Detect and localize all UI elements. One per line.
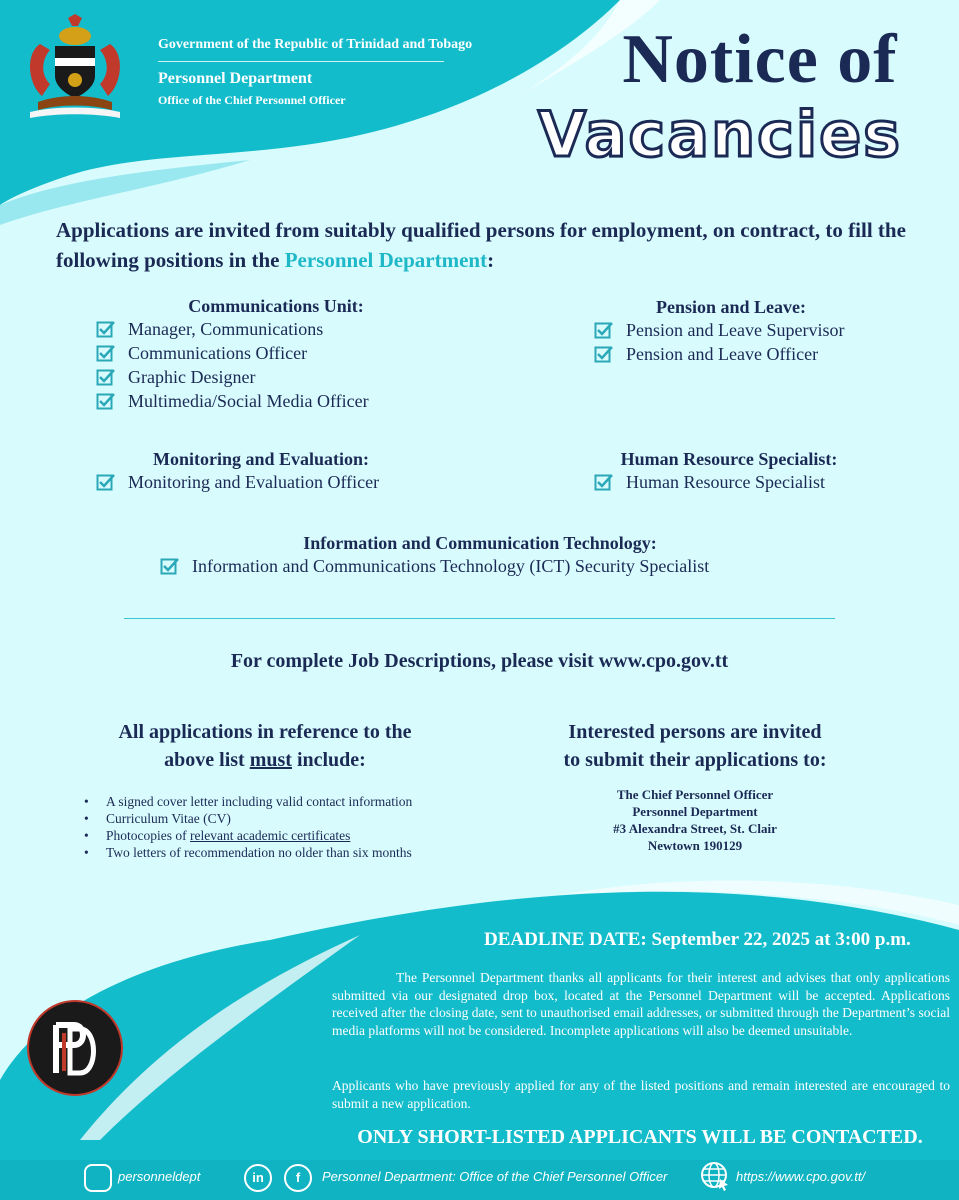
heading-emphasis: must — [249, 749, 292, 771]
facebook-page-name[interactable]: Personnel Department: Office of the Chief Personnel Officer — [322, 1169, 668, 1184]
list-item — [594, 470, 864, 494]
government-line: Government of the Republic of Trinidad and Tobago — [158, 37, 473, 52]
requirements-heading-line2 — [70, 746, 460, 774]
instagram-icon[interactable] — [84, 1164, 112, 1192]
website-link[interactable]: https://www.cpo.gov.tt/ — [736, 1169, 866, 1184]
intro-colon: : — [487, 248, 495, 272]
list-item: • Two letters of recommendation no older than six months — [84, 844, 412, 861]
requirements-heading — [70, 718, 460, 774]
intro-text: Applications are invited from suitably qualified persons for employment, on contract, to fill the following positions in the — [56, 218, 906, 272]
globe-icon[interactable] — [700, 1161, 730, 1191]
disclaimer-paragraph: The Personnel Department thanks all applicants for their interest and advises that only applications submitted via our designated drop box, located at the Personnel Department will be accepted. Applications received after the closing date, sent to unauthorised email addresses, or submitted through the Department’s social media platforms will not be considered. Incomplete applications will also be deemed unsuitable. — [332, 970, 950, 1038]
heading-pre: above list — [164, 749, 250, 771]
title-vacancies: Vacancies — [537, 98, 903, 171]
checkbox-icon — [594, 320, 614, 340]
group-title: Human Resource Specialist: — [620, 449, 838, 469]
group-monitoring-evaluation — [96, 449, 426, 494]
checkbox-icon — [594, 344, 614, 364]
checkbox-icon — [96, 319, 116, 339]
list-item — [96, 470, 426, 494]
requirements-list — [84, 793, 412, 861]
intro-paragraph — [56, 215, 926, 275]
list-item-label: Pension and Leave Officer — [626, 344, 819, 364]
list-item — [96, 365, 456, 389]
list-item — [594, 318, 894, 342]
group-communications — [96, 296, 456, 413]
coat-of-arms-emblem — [20, 14, 130, 122]
department-line: Personnel Department — [158, 70, 313, 87]
intro-highlight: Personnel Department — [284, 248, 488, 272]
group-title: Communications Unit: — [188, 296, 364, 316]
list-item-underlined: relevant academic certificates — [190, 828, 351, 843]
group-title: Information and Communication Technology: — [303, 533, 657, 553]
title-notice-of: Notice of — [622, 21, 898, 98]
pd-logo-icon — [26, 999, 124, 1097]
address-line: Newtown 190129 — [647, 838, 743, 853]
list-item — [96, 389, 456, 413]
checkbox-icon — [160, 556, 180, 576]
group-pension-leave — [594, 297, 894, 366]
group-ict — [160, 533, 800, 578]
checkbox-icon — [96, 343, 116, 363]
submit-heading-line2: to submit their applications to: — [563, 749, 827, 771]
submit-heading — [530, 718, 860, 774]
list-item-label: Manager, Communications — [128, 319, 324, 339]
deadline-date: DEADLINE DATE: September 22, 2025 at 3:00 p.m. — [484, 929, 911, 950]
shortlist-notice: ONLY SHORT-LISTED APPLICANTS WILL BE CONTACTED. — [357, 1126, 923, 1148]
checkbox-icon — [96, 391, 116, 411]
list-item — [96, 317, 456, 341]
requirements-heading-line1: All applications in reference to the — [118, 721, 412, 743]
list-item — [594, 342, 894, 366]
checkbox-icon — [594, 472, 614, 492]
list-item-label: Communications Officer — [128, 343, 308, 363]
address-line: #3 Alexandra Street, St. Clair — [613, 821, 777, 836]
heading-post: include: — [291, 749, 366, 771]
submit-heading-line1: Interested persons are invited — [568, 721, 822, 743]
group-title: Monitoring and Evaluation: — [152, 449, 370, 469]
list-item-label: Information and Communications Technology (ICT) Security Specialist — [192, 556, 710, 576]
address-line: The Chief Personnel Officer — [616, 787, 774, 802]
list-item: • A signed cover letter including valid contact information — [84, 793, 412, 810]
linkedin-icon[interactable]: in — [244, 1164, 272, 1192]
list-item — [160, 554, 800, 578]
job-descriptions-link-text: For complete Job Descriptions, please visit www.cpo.gov.tt — [230, 650, 729, 672]
list-item-label: Human Resource Specialist — [626, 472, 825, 492]
instagram-handle[interactable]: personneldept — [118, 1169, 201, 1184]
section-divider — [124, 618, 835, 619]
list-item-label: Photocopies of — [106, 828, 190, 843]
checkbox-icon — [96, 367, 116, 387]
group-human-resource — [594, 449, 864, 494]
list-item-label: Monitoring and Evaluation Officer — [128, 472, 380, 492]
list-item — [84, 827, 412, 844]
header-divider — [158, 61, 444, 62]
list-item: • Curriculum Vitae (CV) — [84, 810, 412, 827]
list-item-label: Graphic Designer — [128, 367, 256, 387]
list-item-label: Multimedia/Social Media Officer — [128, 391, 369, 411]
address-line: Personnel Department — [632, 804, 758, 819]
mailing-address — [560, 786, 830, 854]
list-item — [96, 341, 456, 365]
checkbox-icon — [96, 472, 116, 492]
facebook-icon[interactable]: f — [284, 1164, 312, 1192]
reapply-paragraph: Applicants who have previously applied for any of the listed positions and remain interested are encouraged to submit a new application. — [332, 1078, 950, 1111]
office-line: Office of the Chief Personnel Officer — [158, 93, 346, 107]
list-item-label: Pension and Leave Supervisor — [626, 320, 845, 340]
group-title: Pension and Leave: — [656, 297, 807, 317]
